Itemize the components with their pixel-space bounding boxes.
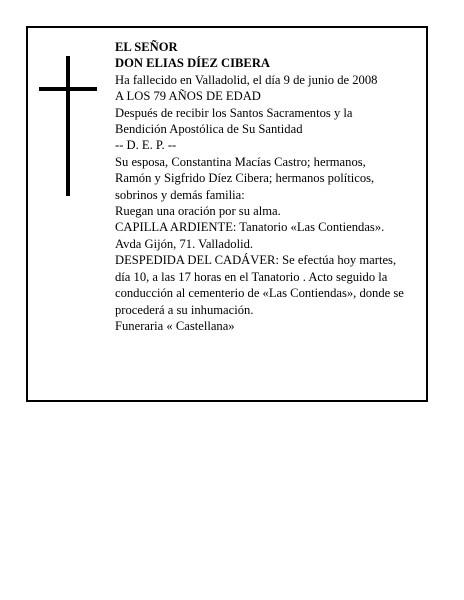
farewell-line-3: conducción al cementerio de «Las Contiendas», donde se xyxy=(115,286,404,301)
family-line-1: Su esposa, Constantina Macías Castro; hermanos, xyxy=(115,154,366,169)
cross-icon xyxy=(39,56,97,196)
obituary-notice xyxy=(26,26,428,402)
death-date-line: Ha fallecido en Valladolid, el día 9 de junio de 2008 xyxy=(115,72,378,87)
farewell-line-1: DESPEDIDA DEL CADÁVER: Se efectúa hoy martes, xyxy=(115,253,397,268)
farewell-line-4: procederá a su inhumación. xyxy=(115,302,254,317)
age-line: A LOS 79 AÑOS DE EDAD xyxy=(115,89,261,104)
funeral-home-line: Funeraria « Castellana» xyxy=(115,318,235,333)
chapel-line-2: Avda Gijón, 71. Valladolid. xyxy=(115,236,254,251)
deceased-name: DON ELIAS DÍEZ CIBERA xyxy=(115,56,271,71)
family-line-2: Ramón y Sigfrido Díez Cibera; hermanos políticos, xyxy=(115,171,375,186)
sacraments-line-2: Bendición Apostólica de Su Santidad xyxy=(115,122,303,137)
farewell-line-2: día 10, a las 17 horas en el Tanatorio . Acto seguido la xyxy=(115,269,388,284)
cross-horizontal-bar xyxy=(39,87,97,91)
prayer-line: Ruegan una oración por su alma. xyxy=(115,204,281,219)
sacraments-line-1: Después de recibir los Santos Sacramentos y la xyxy=(115,105,353,120)
dep-line: -- D. E. P. -- xyxy=(115,138,177,153)
cross-vertical-bar xyxy=(66,56,70,196)
chapel-line-1: CAPILLA ARDIENTE: Tanatorio «Las Contiendas». xyxy=(115,220,385,235)
title-line-1: EL SEÑOR xyxy=(115,40,178,54)
family-line-3: sobrinos y demás familia: xyxy=(115,187,245,202)
notice-text-block xyxy=(115,39,430,334)
